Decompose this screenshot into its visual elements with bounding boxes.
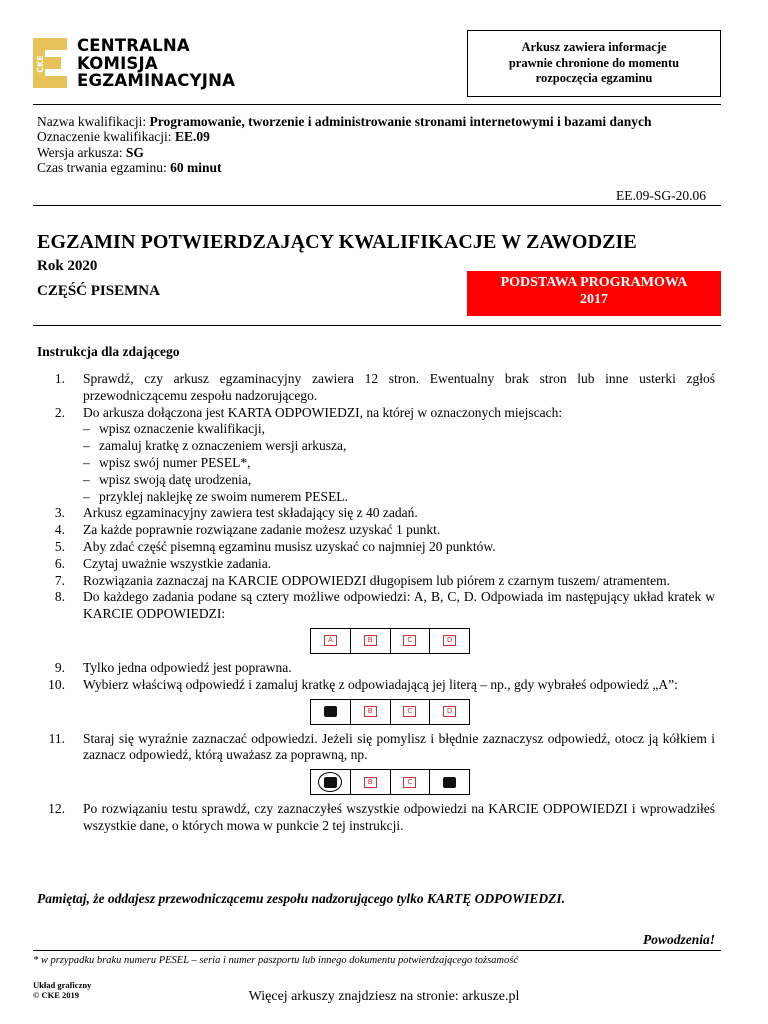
sheet-code: EE.09-SG-20.06 — [616, 188, 706, 203]
curriculum-basis-badge — [467, 271, 721, 316]
instruction-item: 3. Arkusz egzaminacyjny zawiera test składający się z 40 zadań. — [54, 505, 418, 521]
layout-credit-line: © CKE 2019 — [33, 990, 80, 1000]
code-rule — [33, 205, 721, 206]
answer-box-b: B — [364, 706, 377, 717]
instruction-item: 9. Tylko jedna odpowiedź jest poprawna. — [54, 659, 292, 675]
layout-credit-line: Układ graficzny — [33, 980, 92, 990]
answer-box-b: B — [364, 777, 377, 788]
instruction-item: 8. Do każdego zadania podane są cztery możliwe odpowiedzi: A, B, C, D. Odpowiada im następujący układ kratek w KARCIE ODPOWIEDZI: — [54, 589, 715, 622]
cke-logo-mark — [33, 38, 67, 88]
notice-line: rozpoczęcia egzaminu — [535, 71, 653, 85]
sheet-version: Wersja arkusza: SG — [37, 144, 144, 160]
exam-year: Rok 2020 — [37, 258, 98, 274]
qualification-info — [37, 114, 652, 175]
basis-line: PODSTAWA PROGRAMOWA — [500, 275, 688, 290]
answer-cell — [391, 700, 431, 724]
answer-cell — [351, 700, 391, 724]
instruction-subitem: – wpisz oznaczenie kwalifikacji, — [83, 421, 266, 437]
more-sheets-link[interactable]: Więcej arkuszy znajdziesz na stronie: arkusze.pl — [248, 989, 520, 1004]
qualification-name: Nazwa kwalifikacji: Programowanie, tworzenie i administrowanie stronami internetowymi i bazami danych — [37, 114, 652, 129]
instructions-heading: Instrukcja dla zdającego — [37, 344, 180, 359]
exam-duration: Czas trwania egzaminu: 60 minut — [37, 159, 222, 175]
instructions-list — [37, 371, 715, 835]
instruction-item: 10. Wybierz właściwą odpowiedź i zamaluj kratkę z odpowiadającą jej literą – np., gdy wybrałeś odpowiedź „A”: — [48, 676, 678, 692]
answer-cell — [311, 629, 351, 653]
answer-grid-empty — [310, 628, 470, 654]
pesel-footnote: * w przypadku braku numeru PESEL – seria i numer paszportu lub innego dokumentu potwierdzającego tożsamość — [33, 955, 519, 966]
instruction-subitem: – przyklej naklejkę ze swoim numerem PESEL. — [83, 488, 348, 504]
answer-box-d: D — [443, 706, 456, 717]
answer-box-a: A — [324, 635, 337, 646]
answer-grid-marked-a — [310, 699, 470, 725]
filled-box-icon — [324, 706, 337, 717]
notice-line: prawnie chronione do momentu — [508, 55, 680, 70]
good-luck-text: Powodzenia! — [642, 932, 715, 947]
logo-line: KOMISJA — [77, 53, 158, 73]
answer-box-b: B — [364, 635, 377, 646]
exam-title: EGZAMIN POTWIERDZAJĄCY KWALIFIKACJE W ZAWODZIE — [37, 231, 637, 253]
instruction-item: 4. Za każde poprawnie rozwiązane zadanie możesz uzyskać 1 punkt. — [54, 522, 441, 538]
instruction-subitem: – wpisz swoją datę urodzenia, — [83, 471, 252, 487]
title-rule — [33, 325, 721, 326]
basis-line: 2017 — [580, 292, 608, 307]
instruction-subitem: – wpisz swój numer PESEL*, — [83, 454, 251, 470]
answer-cell — [351, 770, 391, 794]
answer-grid-corrected — [310, 769, 470, 795]
filled-box-icon — [443, 777, 456, 788]
instruction-subitem: – zamaluj kratkę z oznaczeniem wersji arkusza, — [83, 438, 347, 454]
instruction-item: 1. Sprawdź, czy arkusz egzaminacyjny zawiera 12 stron. Ewentualny brak stron lub inne usterki zgłoś przewodniczącemu zespołu nadzorującego. — [54, 371, 715, 403]
answer-cell — [311, 700, 351, 724]
svg-text:CKE: CKE — [36, 55, 45, 73]
header-rule — [33, 104, 721, 105]
answer-cell — [391, 770, 431, 794]
qualification-code: Oznaczenie kwalifikacji: EE.09 — [37, 129, 210, 145]
circled-box-icon — [318, 772, 342, 792]
logo-line: EGZAMINACYJNA — [77, 71, 236, 90]
answer-cell — [391, 629, 431, 653]
footnote-rule — [33, 950, 721, 951]
instruction-item: 2. Do arkusza dołączona jest KARTA ODPOWIEDZI, na której w oznaczonych miejscach: — [54, 404, 563, 420]
answer-cell — [430, 700, 469, 724]
filled-box-icon — [324, 777, 337, 788]
logo-line: CENTRALNA — [77, 36, 190, 55]
answer-box-c: C — [403, 706, 416, 717]
answer-cell — [430, 629, 469, 653]
answer-box-d: D — [443, 635, 456, 646]
answer-cell — [430, 770, 469, 794]
instruction-item: 7. Rozwiązania zaznaczaj na KARCIE ODPOWIEDZI długopisem lub piórem z czarnym tuszem/ atramentem. — [54, 572, 671, 588]
instruction-item: 5. Aby zdać część pisemną egzaminu musisz uzyskać co najmniej 20 punktów. — [54, 538, 496, 554]
answer-cell — [311, 770, 351, 794]
answer-box-c: C — [403, 635, 416, 646]
instruction-item: 11. Staraj się wyraźnie zaznaczać odpowiedzi. Jeżeli się pomylisz i błędnie zaznaczysz odpowiedź, otocz ją kółkiem i zaznacz odpowiedź, którą uważasz za poprawną, np. — [48, 730, 715, 763]
confidential-notice — [467, 30, 721, 97]
answer-box-c: C — [403, 777, 416, 788]
reminder-text: Pamiętaj, że oddajesz przewodniczącemu zespołu nadzorującego tylko KARTĘ ODPOWIEDZI. — [37, 891, 566, 906]
notice-line: Arkusz zawiera informacje — [521, 40, 667, 54]
exam-part: CZĘŚĆ PISEMNA — [37, 283, 160, 299]
instruction-item: 6. Czytaj uważnie wszystkie zadania. — [54, 555, 272, 571]
cke-logo-text — [77, 37, 235, 90]
instruction-item: 12. Po rozwiązaniu testu sprawdź, czy zaznaczyłeś wszystkie odpowiedzi na KARCIE ODPOWIEDZI i wprowadziłeś wszystkie dane, o których mowa w punkcie 2 tej instrukcji. — [48, 801, 715, 833]
answer-cell — [351, 629, 391, 653]
